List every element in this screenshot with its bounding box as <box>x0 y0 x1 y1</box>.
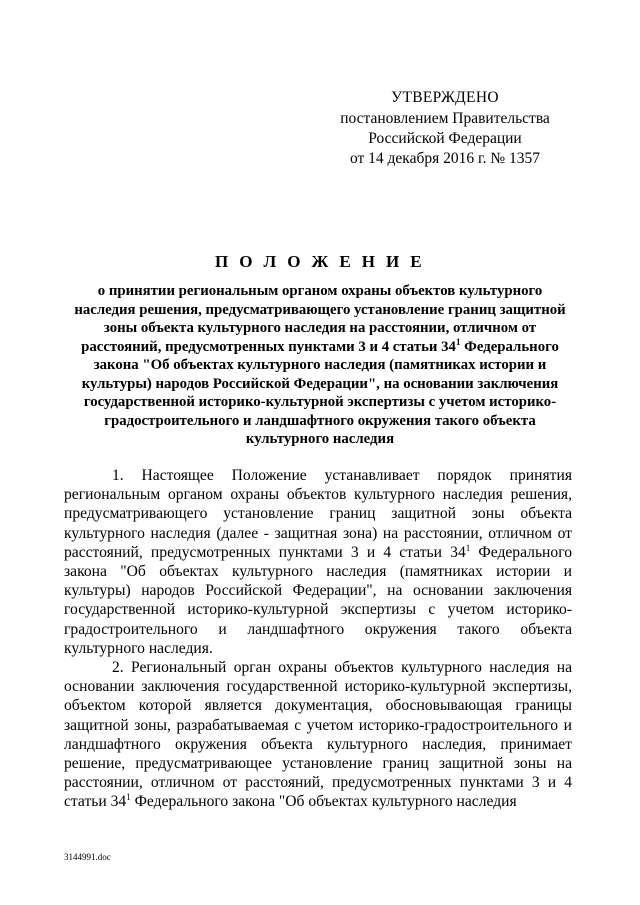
paragraph-2-text-2: Федерального закона "Об объектах культурного наследия <box>130 793 517 811</box>
document-title: П О Л О Ж Е Н И Е <box>214 252 426 271</box>
file-name-footer: 3144991.doc <box>64 852 111 862</box>
paragraph-1-text-1: 1. Настоящее Положение устанавливает порядок принятия региональным органом охраны объектов культурного наследия решения, предусматривающего установление границ защитной зоны объекта культурного наследия (далее - защитная зона) на расстоянии, отличном от расстояний, предусмотренных пунктами 3 и 4 статьи 34 <box>64 467 572 561</box>
approval-line-1: постановлением Правительства <box>340 110 550 127</box>
document-body <box>64 466 572 812</box>
document-heading <box>70 252 570 449</box>
paragraph-1-superscript: 1 <box>465 542 471 553</box>
subtitle-superscript: 1 <box>455 336 461 347</box>
paragraph-2-superscript: 1 <box>126 792 131 803</box>
document-subtitle <box>70 282 570 449</box>
approval-block <box>330 88 560 169</box>
paragraph-2-text-1: 2. Региональный орган охраны объектов культурного наследия на основании заключения государственной историко-культурной экспертизы, объектом которой является документация, обосновывающая границы защитной зоны, разрабатываемая с учетом историко-градостроительного и ландшафтного окружения объекта культурного наследия, принимает решение, предусматривающее установление границ защитной зоны на расстоянии, отличном от расстояний, предусмотренных пунктами 3 и 4 статьи 34 <box>64 659 572 811</box>
subtitle-text-2: Федерального закона "Об объектах культурного наследия (памятниках истории и культуры) народов Российской Федерации", на основании заключения государственной историко-культурной экспертизы с учетом историко-градостроительного и ландшафтного окружения такого объекта культурного наследия <box>81 338 559 447</box>
subtitle-text-1: о принятии регионaльным органом охраны объектов культурного наследия решения, предусматривающего установление границ защитной зоны объекта культурного наследия на расстоянии, отличном от расстояний, предусмотренных пунктами 3 и 4 статьи 34 <box>74 283 566 355</box>
paragraph-1 <box>64 466 572 658</box>
approval-line-3: от 14 декабря 2016 г. № 1357 <box>349 150 541 167</box>
approval-line-2: Российской Федерации <box>368 130 522 147</box>
approval-stamp: УТВЕРЖДЕНО <box>391 89 499 106</box>
paragraph-1-text-2: Федерального закона "Об объектах культурного наследия (памятниках истории и культуры) народов Российской Федерации", на основании заключения государственной историко-культурной экспертизы с учетом историко-градостроительного и ландшафтного окружения такого объекта культурного наследия. <box>64 543 573 657</box>
paragraph-2 <box>64 658 572 812</box>
